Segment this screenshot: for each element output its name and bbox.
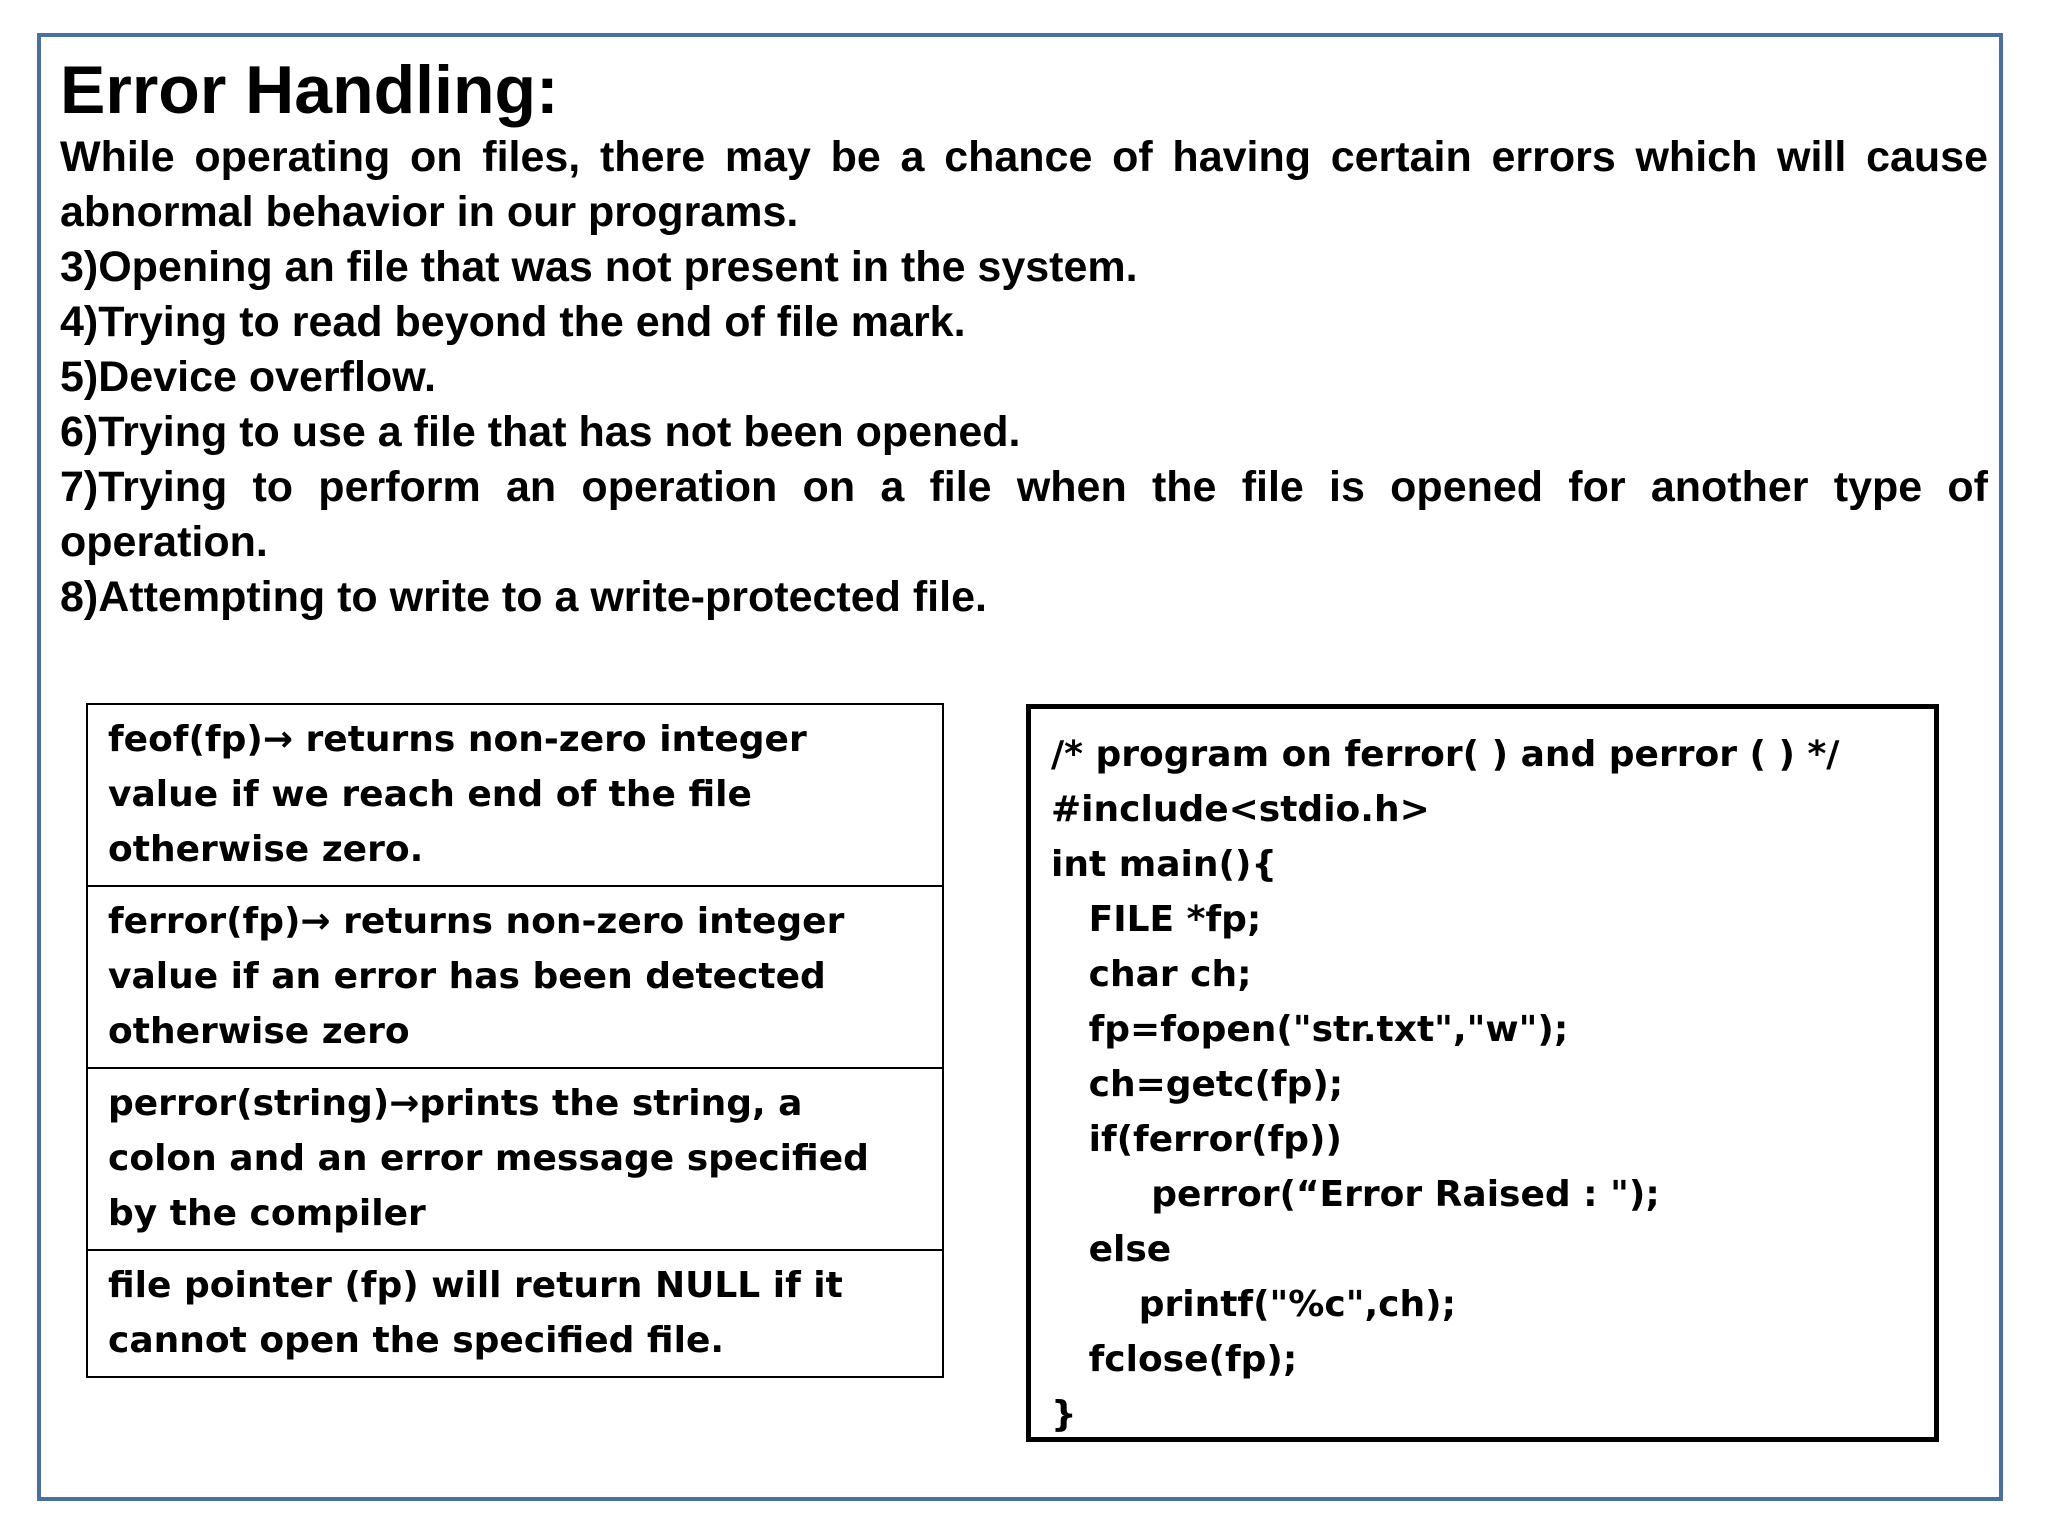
function-name: ferror(fp) <box>108 901 301 942</box>
code-line: else <box>1051 1229 1172 1270</box>
code-line: fp=fopen("str.txt","w"); <box>1051 1009 1569 1050</box>
code-line: ch=getc(fp); <box>1051 1064 1344 1105</box>
code-line: char ch; <box>1051 954 1252 995</box>
function-row-perror <box>88 1069 942 1251</box>
arrow-right-icon: → <box>262 719 293 760</box>
function-description: prints the string, a colon and an error message specified by the compiler <box>108 1083 869 1234</box>
function-description: file pointer (fp) will return NULL if it cannot open the specified file. <box>108 1265 843 1361</box>
function-description: returns non-zero integer value if we reach end of the file otherwise zero. <box>108 719 807 870</box>
code-line: perror(“Error Raised : "); <box>1051 1174 1660 1215</box>
function-row-feof <box>88 705 942 887</box>
error-item: 6)Trying to use a file that has not been opened. <box>60 408 1021 456</box>
code-line: } <box>1051 1394 1077 1435</box>
error-item: 8)Attempting to write to a write-protected file. <box>60 573 987 621</box>
arrow-right-icon: → <box>300 901 331 942</box>
function-name: feof(fp) <box>108 719 263 760</box>
error-item: 7)Trying to perform an operation on a file when the file is opened for another type of operation. <box>60 463 1988 566</box>
code-line: int main(){ <box>1051 844 1278 885</box>
code-line: /* program on ferror( ) and perror ( ) */ <box>1051 734 1840 775</box>
function-row-file-pointer <box>88 1251 942 1376</box>
function-description: returns non-zero integer value if an error has been detected otherwise zero <box>108 901 845 1052</box>
error-item: 4)Trying to read beyond the end of file mark. <box>60 298 966 346</box>
code-line: if(ferror(fp)) <box>1051 1119 1342 1160</box>
slide-title: Error Handling: <box>60 52 559 128</box>
code-line: FILE *fp; <box>1051 899 1262 940</box>
function-name: perror(string) <box>108 1083 390 1124</box>
code-line: #include<stdio.h> <box>1051 789 1430 830</box>
function-table <box>86 703 944 1378</box>
code-sample <box>1026 704 1939 1442</box>
code-line: printf("%c",ch); <box>1051 1284 1456 1325</box>
error-item: 3)Opening an file that was not present in the system. <box>60 243 1138 291</box>
arrow-right-icon: → <box>389 1083 420 1124</box>
code-line: fclose(fp); <box>1051 1339 1298 1380</box>
intro-section <box>60 130 1988 625</box>
intro-paragraph: While operating on files, there may be a chance of having certain errors which will cause abnormal behavior in our programs. <box>60 133 1988 236</box>
function-row-ferror <box>88 887 942 1069</box>
error-item: 5)Device overflow. <box>60 353 436 401</box>
